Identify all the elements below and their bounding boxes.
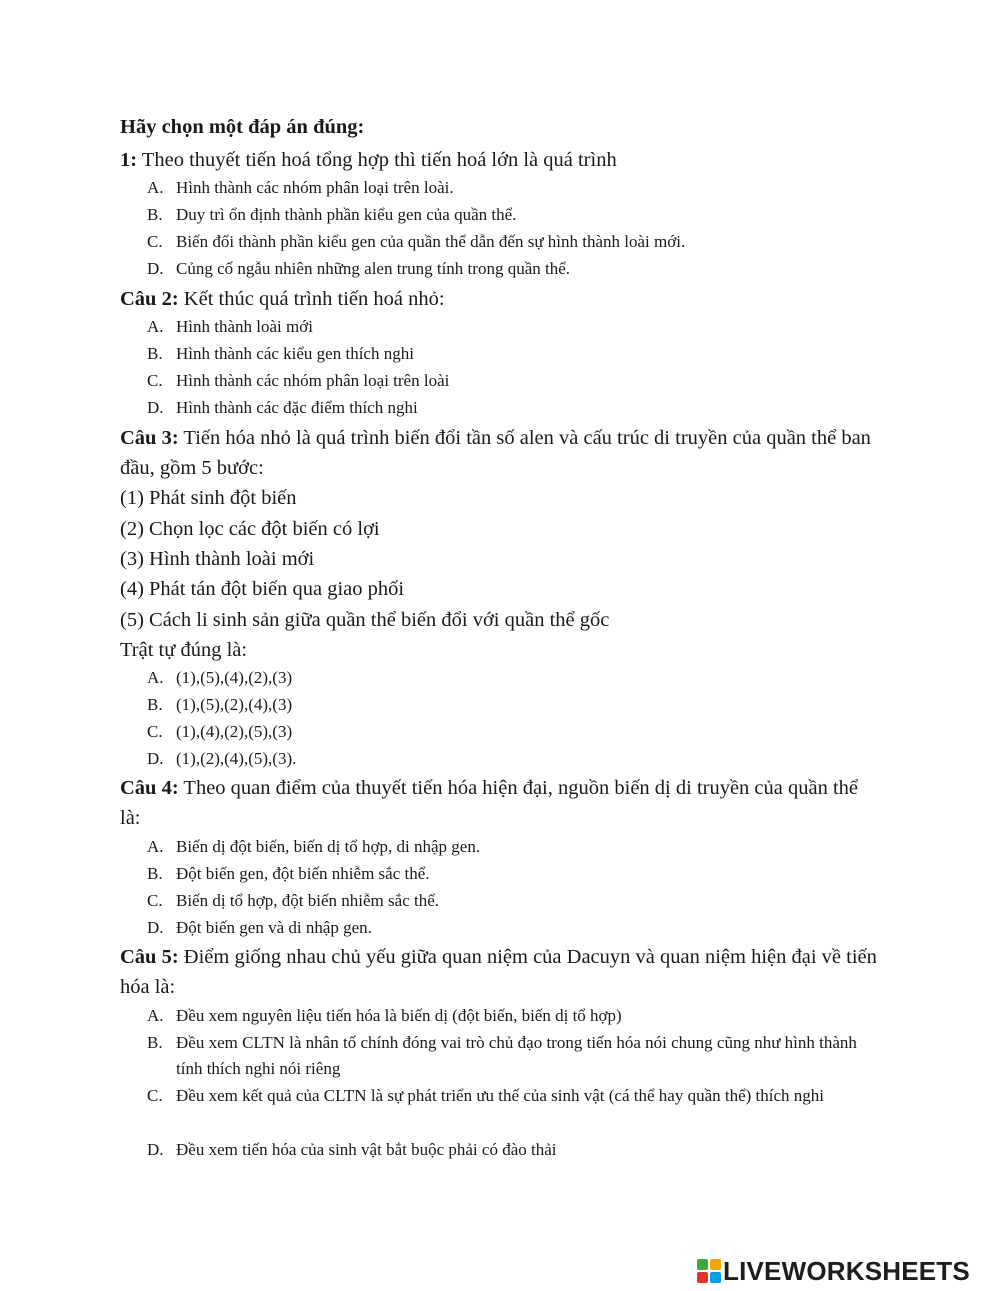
option-2a[interactable] <box>147 314 887 340</box>
option-1a[interactable] <box>147 175 887 201</box>
option-text: Củng cố ngẫu nhiên những alen trung tính trong quần thể. <box>176 259 571 278</box>
question-text: Theo thuyết tiến hoá tổng hợp thì tiến hoá lớn là quá trình <box>137 149 617 171</box>
question-text: Theo quan điểm của thuyết tiến hóa hiện đại, nguồn biến dị di truyền của quần thể là: <box>120 777 859 829</box>
question-text: Tiến hóa nhỏ là quá trình biến đổi tần số alen và cấu trúc di truyền của quần thể ban đầu, gồm 5 bước: <box>120 427 871 479</box>
option-1c[interactable] <box>147 229 887 255</box>
option-3c[interactable] <box>147 719 887 745</box>
option-letter: D. <box>147 749 164 768</box>
option-letter: A. <box>147 317 164 336</box>
option-letter: B. <box>147 344 163 363</box>
option-text: Hình thành các kiểu gen thích nghi <box>176 344 414 363</box>
option-text: Hình thành các nhóm phân loại trên loài <box>176 371 450 390</box>
option-letter: C. <box>147 371 163 390</box>
option-1d[interactable] <box>147 256 887 282</box>
option-letter: C. <box>147 232 163 251</box>
option-2d[interactable] <box>147 395 887 421</box>
option-letter: D. <box>147 1140 164 1159</box>
option-text: Đều xem CLTN là nhân tố chính đóng vai trò chủ đạo trong tiến hóa nói chung cũng như hình thành tính thích nghi nói riêng <box>176 1033 857 1078</box>
question-text: Kết thúc quá trình tiến hoá nhỏ: <box>178 288 445 310</box>
option-letter: D. <box>147 259 164 278</box>
question-4 <box>120 773 880 833</box>
option-4c[interactable] <box>147 888 887 914</box>
option-text: (1),(5),(4),(2),(3) <box>176 668 293 687</box>
logo-wordmark: LIVEWORKSHEETS <box>723 1255 970 1286</box>
question-5 <box>120 942 880 1002</box>
question-label: Câu 3: <box>120 427 179 449</box>
option-text: Duy trì ổn định thành phần kiểu gen của quần thể. <box>176 205 517 224</box>
option-text: (1),(4),(2),(5),(3) <box>176 722 293 741</box>
option-text: Biến dị tổ hợp, đột biến nhiễm sắc thể. <box>176 891 440 910</box>
question-text: Điểm giống nhau chủ yếu giữa quan niệm của Dacuyn và quan niệm hiện đại về tiến hóa là: <box>120 946 877 998</box>
logo-square-green <box>697 1259 708 1270</box>
option-letter: C. <box>147 722 163 741</box>
question-label: Câu 5: <box>120 946 179 968</box>
option-5c[interactable] <box>147 1083 887 1109</box>
option-letter: A. <box>147 668 164 687</box>
option-letter: B. <box>147 864 163 883</box>
option-letter: B. <box>147 205 163 224</box>
option-2b[interactable] <box>147 341 887 367</box>
question-3 <box>120 423 880 483</box>
liveworksheets-logo[interactable] <box>697 1256 970 1286</box>
option-5b[interactable] <box>147 1030 887 1082</box>
option-5d[interactable] <box>147 1137 887 1163</box>
option-letter: C. <box>147 1086 163 1105</box>
option-letter: A. <box>147 1006 164 1025</box>
option-letter: D. <box>147 918 164 937</box>
question-label: 1: <box>120 149 138 171</box>
option-4a[interactable] <box>147 834 887 860</box>
question-label: Câu 2: <box>120 288 179 310</box>
question-1 <box>120 145 880 175</box>
option-3b[interactable] <box>147 692 887 718</box>
step-1: (1) Phát sinh đột biến <box>120 487 297 509</box>
option-4b[interactable] <box>147 861 887 887</box>
option-letter: A. <box>147 837 164 856</box>
step-2: (2) Chọn lọc các đột biến có lợi <box>120 518 380 540</box>
option-text: Đều xem kết quả của CLTN là sự phát triển ưu thế của sinh vật (cá thể hay quần thể) thích nghi <box>176 1086 825 1105</box>
option-5a[interactable] <box>147 1003 887 1029</box>
option-letter: A. <box>147 178 164 197</box>
option-letter: B. <box>147 695 163 714</box>
question-2 <box>120 284 880 314</box>
option-text: Đột biến gen, đột biến nhiễm sắc thể. <box>176 864 430 883</box>
order-prompt: Trật tự đúng là: <box>120 639 248 661</box>
option-text: Đều xem tiến hóa của sinh vật bắt buộc phải có đào thải <box>176 1140 557 1159</box>
option-text: Hình thành các đặc điểm thích nghi <box>176 398 418 417</box>
option-text: Hình thành các nhóm phân loại trên loài. <box>176 178 454 197</box>
logo-square-red <box>697 1272 708 1283</box>
option-3a[interactable] <box>147 665 887 691</box>
option-text: Biến đổi thành phần kiểu gen của quần thể dẫn đến sự hình thành loài mới. <box>176 232 686 251</box>
option-letter: B. <box>147 1033 163 1052</box>
instruction-heading: Hãy chọn một đáp án đúng: <box>120 116 365 138</box>
option-text: (1),(5),(2),(4),(3) <box>176 695 293 714</box>
step-3: (3) Hình thành loài mới <box>120 548 315 570</box>
option-text: Đều xem nguyên liệu tiến hóa là biến dị (đột biến, biến dị tổ hợp) <box>176 1006 622 1025</box>
option-3d[interactable] <box>147 746 887 772</box>
liveworksheets-logo-icon <box>697 1259 721 1283</box>
option-1b[interactable] <box>147 202 887 228</box>
step-4: (4) Phát tán đột biến qua giao phối <box>120 578 405 600</box>
option-text: Hình thành loài mới <box>176 317 313 336</box>
option-text: (1),(2),(4),(5),(3). <box>176 749 297 768</box>
option-text: Biến dị đột biến, biến dị tổ hợp, di nhập gen. <box>176 837 481 856</box>
option-letter: C. <box>147 891 163 910</box>
question-label: Câu 4: <box>120 777 179 799</box>
step-5: (5) Cách li sinh sản giữa quần thể biến đổi với quần thể gốc <box>120 609 610 631</box>
option-2c[interactable] <box>147 368 887 394</box>
option-4d[interactable] <box>147 915 887 941</box>
logo-square-blue <box>710 1272 721 1283</box>
logo-square-orange <box>710 1259 721 1270</box>
option-text: Đột biến gen và di nhập gen. <box>176 918 372 937</box>
option-letter: D. <box>147 398 164 417</box>
